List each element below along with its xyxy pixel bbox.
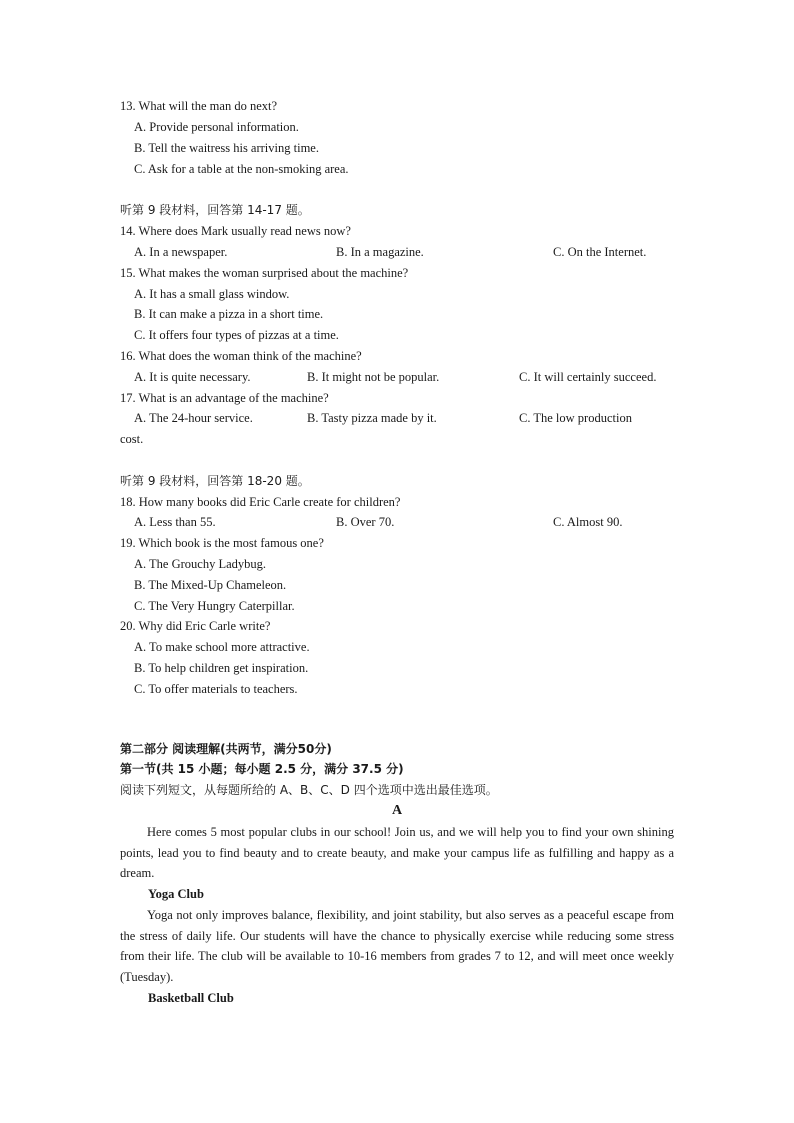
- q14-option-c: C. On the Internet.: [553, 245, 647, 259]
- question-13: 13. What will the man do next?: [120, 99, 278, 113]
- club-text-yoga: Yoga not only improves balance, flexibility, and joint stability, but also serves as a peaceful escape from the stress of daily life. Our students will have the chance to physically exercise while reducing some stress from their life. The club will be available to 10-16 members from grades 7 to 12, and will meet once weekly (Tuesday).: [120, 908, 674, 984]
- question-20: 20. Why did Eric Carle write?: [120, 619, 271, 633]
- q13-option-b: B. Tell the waitress his arriving time.: [134, 141, 319, 155]
- q15-option-c: C. It offers four types of pizzas at a time.: [134, 328, 339, 342]
- question-17: 17. What is an advantage of the machine?: [120, 391, 329, 405]
- q18-option-b: B. Over 70.: [336, 515, 395, 529]
- club-title-basketball: Basketball Club: [148, 991, 234, 1005]
- q16-option-a: A. It is quite necessary.: [134, 370, 251, 384]
- q17-options: [134, 409, 632, 427]
- q18-option-a: A. Less than 55.: [134, 515, 216, 529]
- q13-option-a: A. Provide personal information.: [134, 120, 299, 134]
- q17-option-a: A. The 24-hour service.: [134, 411, 253, 425]
- q14-options: [134, 243, 647, 261]
- q14-option-b: B. In a magazine.: [336, 245, 424, 259]
- q19-option-b: B. The Mixed-Up Chameleon.: [134, 578, 287, 592]
- q15-option-b: B. It can make a pizza in a short time.: [134, 307, 324, 321]
- club-title-yoga: Yoga Club: [148, 887, 204, 901]
- question-19: 19. Which book is the most famous one?: [120, 536, 324, 550]
- q19-option-a: A. The Grouchy Ladybug.: [134, 557, 267, 571]
- question-14: 14. Where does Mark usually read news now?: [120, 224, 351, 238]
- section-heading-18-20: 听第 9 段材料，回答第 18-20 题。: [120, 474, 310, 488]
- q18-options: [134, 513, 623, 531]
- q20-option-b: B. To help children get inspiration.: [134, 661, 309, 675]
- question-18: 18. How many books did Eric Carle create for children?: [120, 495, 401, 509]
- section-title: 第一节(共 15 小题；每小题 2.5 分，满分 37.5 分): [120, 762, 404, 776]
- question-15: 15. What makes the woman surprised about the machine?: [120, 266, 409, 280]
- reading-instruction: 阅读下列短文，从每题所给的 A、B、C、D 四个选项中选出最佳选项。: [120, 783, 498, 797]
- q17-option-b: B. Tasty pizza made by it.: [307, 411, 437, 425]
- q18-option-c: C. Almost 90.: [553, 515, 623, 529]
- q19-option-c: C. The Very Hungry Caterpillar.: [134, 599, 295, 613]
- q13-option-c: C. Ask for a table at the non-smoking area.: [134, 162, 349, 176]
- q17-option-c: C. The low production: [519, 411, 632, 425]
- part-title: 第二部分 阅读理解(共两节，满分50分): [120, 742, 332, 756]
- passage-letter: A: [391, 803, 403, 818]
- q17-option-c-wrap: cost.: [120, 432, 144, 446]
- q14-option-a: A. In a newspaper.: [134, 245, 228, 259]
- q16-options: [134, 368, 657, 386]
- q16-option-c: C. It will certainly succeed.: [519, 370, 657, 384]
- passage-intro: Here comes 5 most popular clubs in our school! Join us, and we will help you to find your own shining points, lead you to find beauty and to create beauty, and make your campus life as fulfilling and happy as a dream.: [120, 825, 674, 881]
- section-heading-14-17: 听第 9 段材料，回答第 14-17 题。: [120, 203, 310, 217]
- q20-option-a: A. To make school more attractive.: [134, 640, 310, 654]
- q20-option-c: C. To offer materials to teachers.: [134, 682, 298, 696]
- q16-option-b: B. It might not be popular.: [307, 370, 440, 384]
- q15-option-a: A. It has a small glass window.: [134, 287, 290, 301]
- question-16: 16. What does the woman think of the machine?: [120, 349, 362, 363]
